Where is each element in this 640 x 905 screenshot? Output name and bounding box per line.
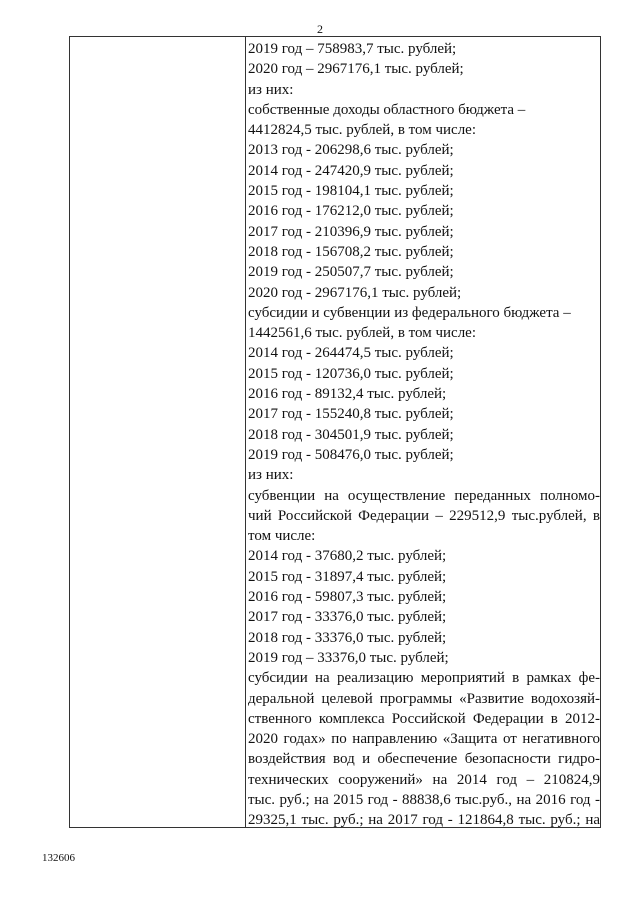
text-line: том числе: <box>248 528 316 545</box>
text-line: технических сооружений» на 2014 год – 210824,9 <box>248 771 600 788</box>
text-line: 2020 годах» по направлению «Защита от негативного <box>248 731 600 748</box>
text-line: собственные доходы областного бюджета – <box>248 101 526 118</box>
text-line: 2017 год - 155240,8 тыс. рублей; <box>248 406 454 423</box>
text-line: 2019 год - 508476,0 тыс. рублей; <box>248 446 454 463</box>
text-line: 2015 год - 31897,4 тыс. рублей; <box>248 568 447 585</box>
text-line: деральной целевой программы «Развитие водохозяй- <box>248 690 600 707</box>
content-table <box>69 36 601 828</box>
text-line: 2019 год – 33376,0 тыс. рублей; <box>248 649 449 666</box>
text-line: 2020 год – 2967176,1 тыс. рублей; <box>248 61 464 78</box>
text-line: субвенции на осуществление переданных полномо- <box>248 487 600 504</box>
text-line: 4412824,5 тыс. рублей, в том числе: <box>248 122 477 139</box>
text-line: 2015 год - 120736,0 тыс. рублей; <box>248 365 454 382</box>
text-line: 2014 год - 247420,9 тыс. рублей; <box>248 162 454 179</box>
text-line: тыс. руб.; на 2015 год - 88838,6 тыс.руб., на 2016 год - <box>248 791 600 808</box>
text-line: 2018 год - 156708,2 тыс. рублей; <box>248 243 454 260</box>
document-code: 132606 <box>42 852 75 864</box>
text-line: чий Российской Федерации – 229512,9 тыс.рублей, в <box>248 507 600 524</box>
text-line: воздействия вод и обеспечение безопасности гидро- <box>248 751 600 768</box>
text-line: 2013 год - 206298,6 тыс. рублей; <box>248 142 454 159</box>
text-line: 2014 год - 264474,5 тыс. рублей; <box>248 345 454 362</box>
text-line: 2017 год - 33376,0 тыс. рублей; <box>248 609 447 626</box>
text-line: 29325,1 тыс. руб.; на 2017 год - 121864,8 тыс. руб.; на <box>248 812 600 829</box>
text-line: ственного комплекса Российской Федерации в 2012- <box>248 710 600 727</box>
column-divider <box>245 37 246 827</box>
text-line: 2018 год - 33376,0 тыс. рублей; <box>248 629 447 646</box>
text-line: 2017 год - 210396,9 тыс. рублей; <box>248 223 454 240</box>
text-line: субсидии на реализацию мероприятий в рамках фе- <box>248 670 600 687</box>
text-line: 2018 год - 304501,9 тыс. рублей; <box>248 426 454 443</box>
text-line: 2016 год - 176212,0 тыс. рублей; <box>248 203 454 220</box>
text-line: из них: <box>248 467 294 484</box>
page-number: 2 <box>317 22 323 36</box>
text-line: 2014 год - 37680,2 тыс. рублей; <box>248 548 447 565</box>
text-line: 2016 год - 89132,4 тыс. рублей; <box>248 386 447 403</box>
text-line: субсидии и субвенции из федерального бюджета – <box>248 304 571 321</box>
text-line: 1442561,6 тыс. рублей, в том числе: <box>248 325 477 342</box>
text-line: из них: <box>248 81 294 98</box>
text-line: 2015 год - 198104,1 тыс. рублей; <box>248 183 454 200</box>
text-line: 2019 год - 250507,7 тыс. рублей; <box>248 264 454 281</box>
text-line: 2020 год - 2967176,1 тыс. рублей; <box>248 284 462 301</box>
funding-text <box>248 39 600 831</box>
text-line: 2019 год – 758983,7 тыс. рублей; <box>248 41 457 57</box>
text-line: 2016 год - 59807,3 тыс. рублей; <box>248 589 447 606</box>
